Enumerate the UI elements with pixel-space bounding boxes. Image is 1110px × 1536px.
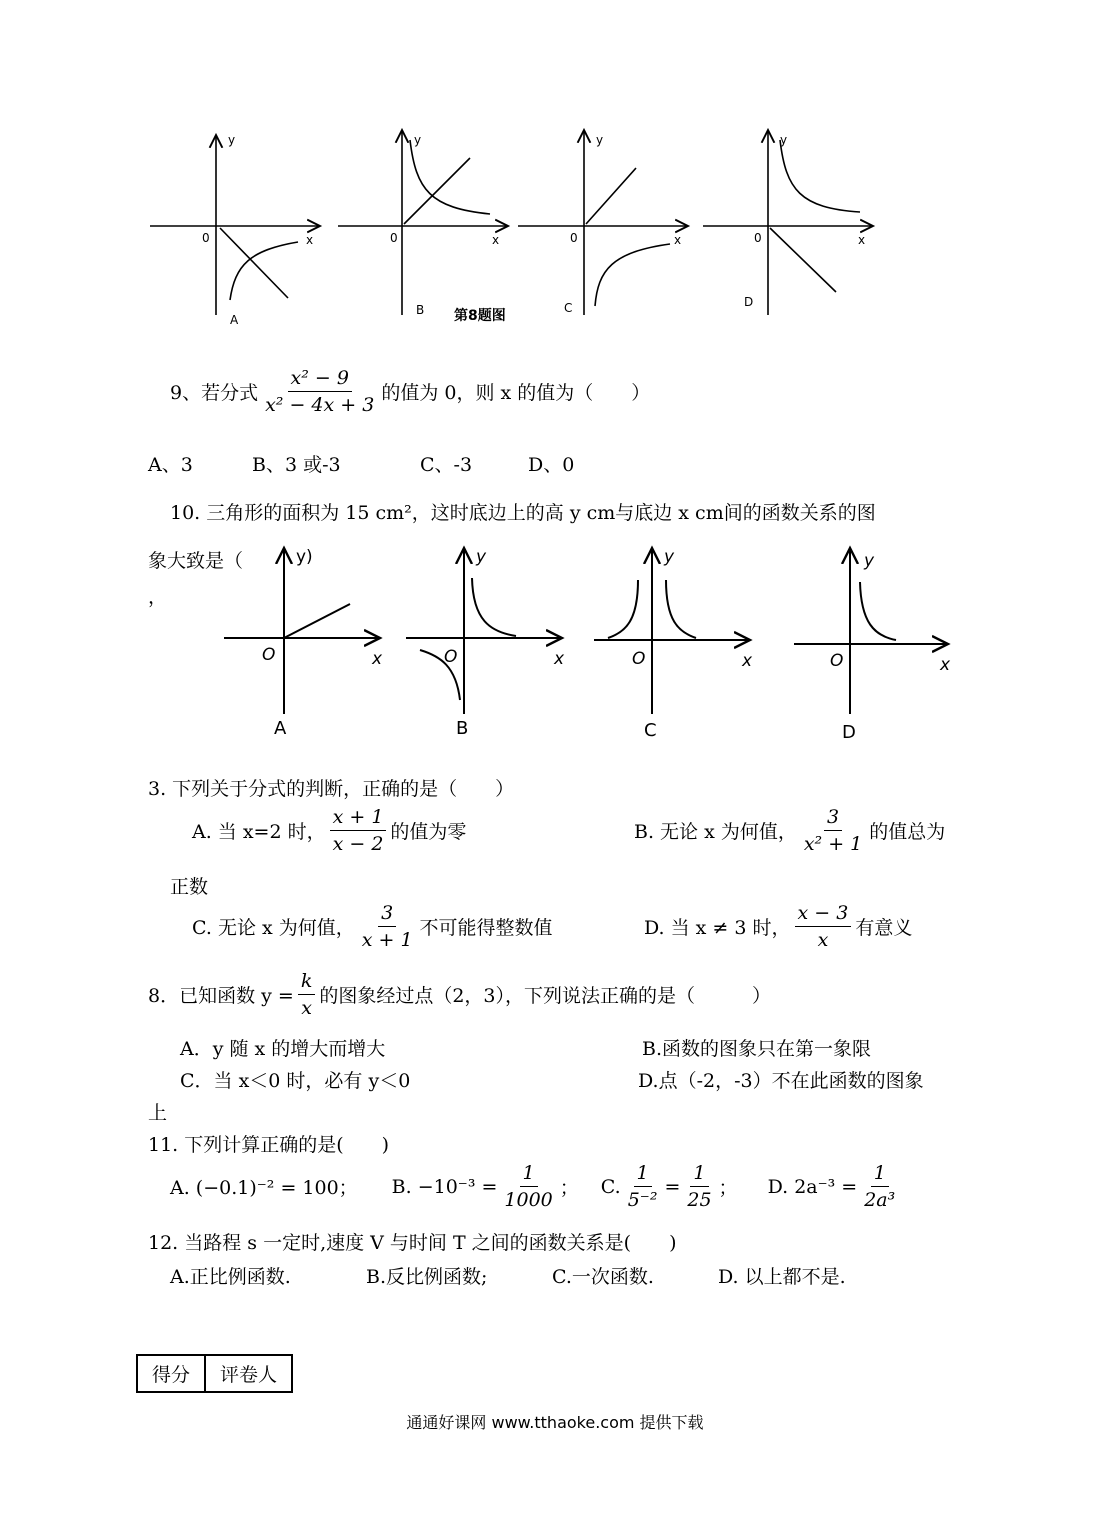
fig8-b-x: x (492, 233, 500, 247)
q9-option-b: B、3 或-3 (252, 454, 341, 476)
q3-b-denominator: x² + 1 (803, 833, 863, 855)
q8-stem (148, 970, 771, 1019)
fig8-graphs (140, 120, 890, 335)
q10-a-origin: O (262, 645, 276, 665)
q11-b-denominator: 1000 (504, 1189, 553, 1211)
q8-option-c: C．当 x＜0 时，必有 y＜0 (180, 1070, 411, 1092)
q11-d-fraction (861, 1162, 898, 1211)
q11-c-numerator-2: 1 (690, 1162, 708, 1187)
q11-c-numerator-1: 1 (634, 1162, 652, 1187)
q11-options (170, 1162, 902, 1211)
q9-option-a: A、3 (148, 454, 193, 476)
q9-prefix: 9、若分式 (170, 382, 259, 404)
q8-option-b: B.函数的图象只在第一象限 (642, 1038, 872, 1060)
q12-option-b: B.反比例函数; (366, 1266, 488, 1288)
q10-label-b: B (456, 718, 469, 739)
q3-option-d (644, 902, 912, 951)
fig8-c-x: x (674, 233, 682, 247)
q10-a-x: x (372, 649, 383, 669)
page-footer: 通通好课网 www.tthaoke.com 提供下载 (406, 1413, 704, 1432)
q11-c-fraction-1 (625, 1162, 661, 1211)
q9-suffix: 的值为 0，则 x 的值为（ ） (381, 382, 651, 404)
q10-comma: ， (148, 586, 168, 608)
q3-b-suffix: 的值总为 (869, 821, 946, 843)
q8-fraction (298, 970, 316, 1019)
q9-option-d: D、0 (528, 454, 575, 476)
score-cell: 得分 (137, 1355, 205, 1392)
q10-c-x: x (742, 651, 753, 671)
q3-d-fraction (795, 902, 852, 951)
q3-b-prefix: B. 无论 x 为何值， (634, 821, 797, 843)
fig8-label-c: C (564, 301, 573, 315)
q3-option-c (192, 902, 553, 951)
q10-label-a: A (274, 718, 287, 739)
q11-c-equals: = (664, 1175, 681, 1198)
q3-b-continued: 正数 (170, 876, 209, 898)
q12-option-c: C.一次函数. (552, 1266, 654, 1288)
fig8-label-a: A (230, 313, 239, 327)
q11-b-numerator: 1 (520, 1162, 538, 1187)
q3-a-denominator: x − 2 (332, 833, 384, 855)
q3-option-a (192, 806, 466, 855)
fig8-a-y: y (228, 133, 236, 147)
q11-stem: 11. 下列计算正确的是( ) (148, 1134, 390, 1156)
q11-d-denominator: 2a³ (864, 1189, 896, 1211)
fig8-a-x: x (306, 233, 314, 247)
q3-a-fraction (330, 806, 387, 855)
q10-c-origin: O (632, 649, 646, 669)
q9-denominator: x² − 4x + 3 (265, 394, 375, 416)
q10-d-x: x (940, 655, 951, 675)
fig8-a-origin: 0 (202, 231, 210, 245)
fig8-d-y: y (780, 133, 788, 147)
q3-d-suffix: 有意义 (855, 917, 913, 939)
q3-a-prefix: A. 当 x=2 时， (192, 821, 326, 843)
fig8-d-x: x (858, 233, 866, 247)
fig8-label-d: D (744, 295, 754, 309)
q11-d-numerator: 1 (871, 1162, 889, 1187)
fig8-b-y: y (414, 133, 422, 147)
q3-d-denominator: x (817, 929, 829, 951)
q3-a-suffix: 的值为零 (390, 821, 467, 843)
q11-c-denominator-1: 5⁻² (627, 1189, 658, 1211)
score-box (136, 1354, 293, 1393)
q3-b-fraction (801, 806, 865, 855)
q12-option-a: A.正比例函数. (170, 1266, 291, 1288)
q12-stem: 12. 当路程 s 一定时,速度 V 与时间 T 之间的函数关系是( ) (148, 1232, 677, 1254)
fig8-d-origin: 0 (754, 231, 762, 245)
q9-option-c: C、-3 (420, 454, 473, 476)
q8-option-d: D.点（-2，-3）不在此函数的图象 (638, 1070, 924, 1092)
q11-c-prefix: C. (600, 1175, 621, 1198)
q11-b-suffix: ； (559, 1177, 579, 1199)
q8-option-a: A．y 随 x 的增大而增大 (180, 1038, 386, 1060)
grader-cell: 评卷人 (205, 1355, 292, 1392)
q10-line1: 10. 三角形的面积为 15 cm²，这时底边上的高 y cm与底边 x cm间的函数关系的图 (170, 502, 876, 524)
q10-c-y: y (664, 547, 675, 567)
q3-c-prefix: C. 无论 x 为何值， (192, 917, 355, 939)
fig8-caption: 第8题图 (454, 308, 506, 324)
q3-c-denominator: x + 1 (361, 929, 413, 951)
q3-stem: 3. 下列关于分式的判断，正确的是（ ） (148, 778, 515, 800)
question-9 (170, 367, 650, 416)
q9-numerator: x² − 9 (288, 367, 352, 392)
q11-option-a: A. (−0.1)⁻² = 100； (170, 1177, 358, 1199)
q3-b-numerator: 3 (824, 806, 842, 831)
q3-c-suffix: 不可能得整数值 (419, 917, 553, 939)
q3-d-numerator: x − 3 (795, 902, 852, 927)
q3-c-numerator: 3 (378, 902, 396, 927)
q10-label-d: D (842, 722, 856, 743)
fig8-b-origin: 0 (390, 231, 398, 245)
q11-c-suffix: ； (718, 1177, 738, 1199)
fig8-c-y: y (596, 133, 604, 147)
q12-option-d: D. 以上都不是. (718, 1266, 846, 1288)
q8-suffix: 的图象经过点（2，3），下列说法正确的是（ ） (319, 985, 772, 1007)
q11-d-prefix: D. 2a⁻³ = (767, 1175, 858, 1198)
q8-denominator: x (301, 997, 312, 1019)
q3-option-b (634, 806, 945, 855)
q10-b-origin: O (444, 647, 458, 667)
q10-d-origin: O (830, 651, 844, 671)
q3-a-numerator: x + 1 (330, 806, 387, 831)
q11-c-fraction-2 (684, 1162, 714, 1211)
q10-b-x: x (554, 649, 565, 669)
q10-a-y: y) (296, 547, 313, 567)
q3-d-prefix: D. 当 x ≠ 3 时， (644, 917, 791, 939)
q8-numerator: k (298, 970, 316, 995)
q3-c-fraction (359, 902, 416, 951)
q8-d-continued: 上 (148, 1102, 168, 1124)
q8-prefix: 8．已知函数 y = (148, 985, 294, 1007)
q10-line2: 象大致是（ (148, 550, 244, 572)
q10-graphs (210, 540, 970, 745)
q10-b-y: y (476, 547, 487, 567)
fig8-c-origin: 0 (570, 231, 578, 245)
q9-fraction (262, 367, 377, 416)
q11-c-denominator-2: 25 (687, 1189, 712, 1211)
q10-label-c: C (644, 720, 657, 741)
q11-b-fraction (501, 1162, 555, 1211)
q11-b-prefix: B. −10⁻³ = (391, 1175, 498, 1198)
fig8-label-b: B (416, 303, 425, 317)
q10-d-y: y (864, 551, 875, 571)
